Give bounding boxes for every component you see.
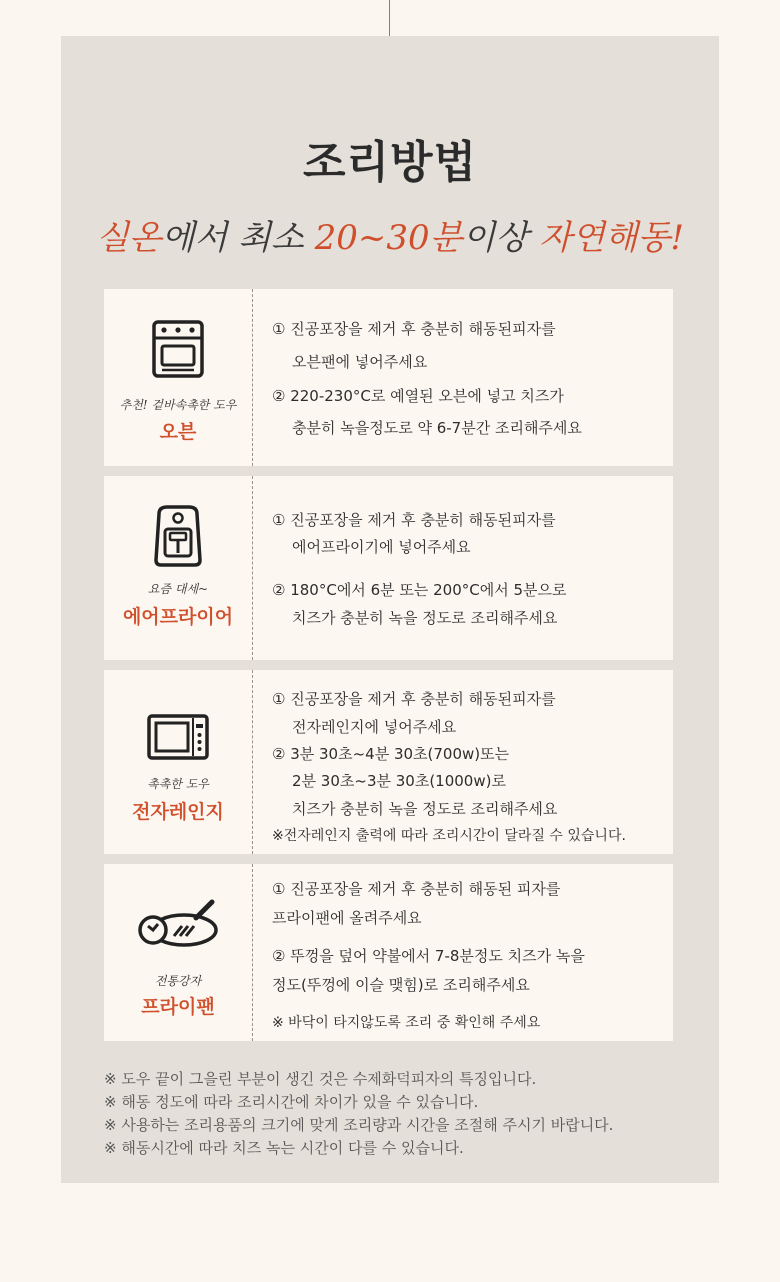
method-tag: 촉촉한 도우 bbox=[147, 777, 209, 791]
instruction-line: ② 220-230°C로 예열된 오븐에 넣고 치즈가 bbox=[272, 387, 564, 405]
note-item: ※ 사용하는 조리용품의 크기에 맞게 조리량과 시간을 조절해 주시기 바랍니다. bbox=[104, 1116, 614, 1134]
instruction-line: 프라이팬에 올려주세요 bbox=[272, 909, 422, 927]
method-card-microwave bbox=[104, 670, 673, 854]
method-label-area bbox=[104, 289, 253, 466]
microwave-icon bbox=[147, 714, 209, 760]
method-name: 에어프라이어 bbox=[122, 606, 234, 628]
method-name: 오븐 bbox=[159, 421, 197, 443]
instruction-line: 치즈가 충분히 녹을 정도로 조리해주세요 bbox=[292, 800, 558, 818]
note-item: ※ 도우 끝이 그을린 부분이 생긴 것은 수제화덕피자의 특징입니다. bbox=[104, 1070, 537, 1088]
method-label-area bbox=[104, 476, 253, 660]
method-label-area bbox=[104, 670, 253, 854]
instruction-line: ① 진공포장을 제거 후 충분히 해동된피자를 bbox=[272, 511, 556, 529]
footer-notes bbox=[104, 1068, 613, 1160]
method-card-oven bbox=[104, 289, 673, 466]
instruction-line: ① 진공포장을 제거 후 충분히 해동된피자를 bbox=[272, 690, 556, 708]
instruction-line: 에어프라이기에 넣어주세요 bbox=[292, 538, 471, 556]
instruction-line: 정도(뚜껑에 이슬 맺힘)로 조리해주세요 bbox=[272, 976, 530, 994]
subtitle-part: 이상 bbox=[462, 218, 540, 258]
method-label-area bbox=[104, 864, 253, 1041]
subtitle-part: 자연해동! bbox=[539, 218, 685, 258]
instruction-line: 치즈가 충분히 녹을 정도로 조리해주세요 bbox=[292, 609, 558, 627]
instruction-line: ① 진공포장을 제거 후 충분히 해동된 피자를 bbox=[272, 880, 561, 898]
frying-pan-icon bbox=[136, 898, 220, 950]
method-tag: 추천! 겉바속촉한 도우 bbox=[119, 398, 237, 412]
method-tag: 요즘 대세~ bbox=[147, 582, 209, 596]
method-name: 프라이팬 bbox=[141, 996, 215, 1018]
oven-icon bbox=[151, 319, 205, 379]
subtitle-part: 20~30분 bbox=[314, 218, 463, 258]
instruction-line: 충분히 녹을정도로 약 6-7분간 조리해주세요 bbox=[292, 419, 582, 437]
method-card-air-fryer bbox=[104, 476, 673, 660]
subtitle bbox=[0, 210, 780, 259]
air-fryer-icon bbox=[151, 504, 205, 568]
subtitle-part: 실온 bbox=[95, 218, 162, 258]
instruction-line: 전자레인지에 넣어주세요 bbox=[292, 718, 457, 736]
note-item: ※ 해동 정도에 따라 조리시간에 차이가 있을 수 있습니다. bbox=[104, 1093, 479, 1111]
instruction-line: ② 180°C에서 6분 또는 200°C에서 5분으로 bbox=[272, 581, 567, 599]
instruction-line: ② 뚜껑을 덮어 약불에서 7-8분정도 치즈가 녹을 bbox=[272, 947, 585, 965]
note-item: ※ 해동시간에 따라 치즈 녹는 시간이 다를 수 있습니다. bbox=[104, 1139, 464, 1157]
instruction-line: ① 진공포장을 제거 후 충분히 해동된피자를 bbox=[272, 320, 556, 338]
subtitle-part: 에서 최소 bbox=[161, 218, 315, 258]
method-tag: 전통강자 bbox=[154, 974, 202, 988]
instruction-note: ※전자레인지 출력에 따라 조리시간이 달라질 수 있습니다. bbox=[272, 828, 626, 844]
method-name: 전자레인지 bbox=[132, 801, 224, 823]
instruction-line: 오븐팬에 넣어주세요 bbox=[292, 353, 428, 371]
instruction-line: ② 3분 30초~4분 30초(700w)또는 bbox=[272, 745, 510, 763]
instruction-note: ※ 바닥이 타지않도록 조리 중 확인해 주세요 bbox=[272, 1015, 541, 1031]
page-title: 조리방법 bbox=[302, 137, 477, 188]
instruction-line: 2분 30초~3분 30초(1000w)로 bbox=[292, 772, 506, 790]
method-card-frying-pan bbox=[104, 864, 673, 1041]
